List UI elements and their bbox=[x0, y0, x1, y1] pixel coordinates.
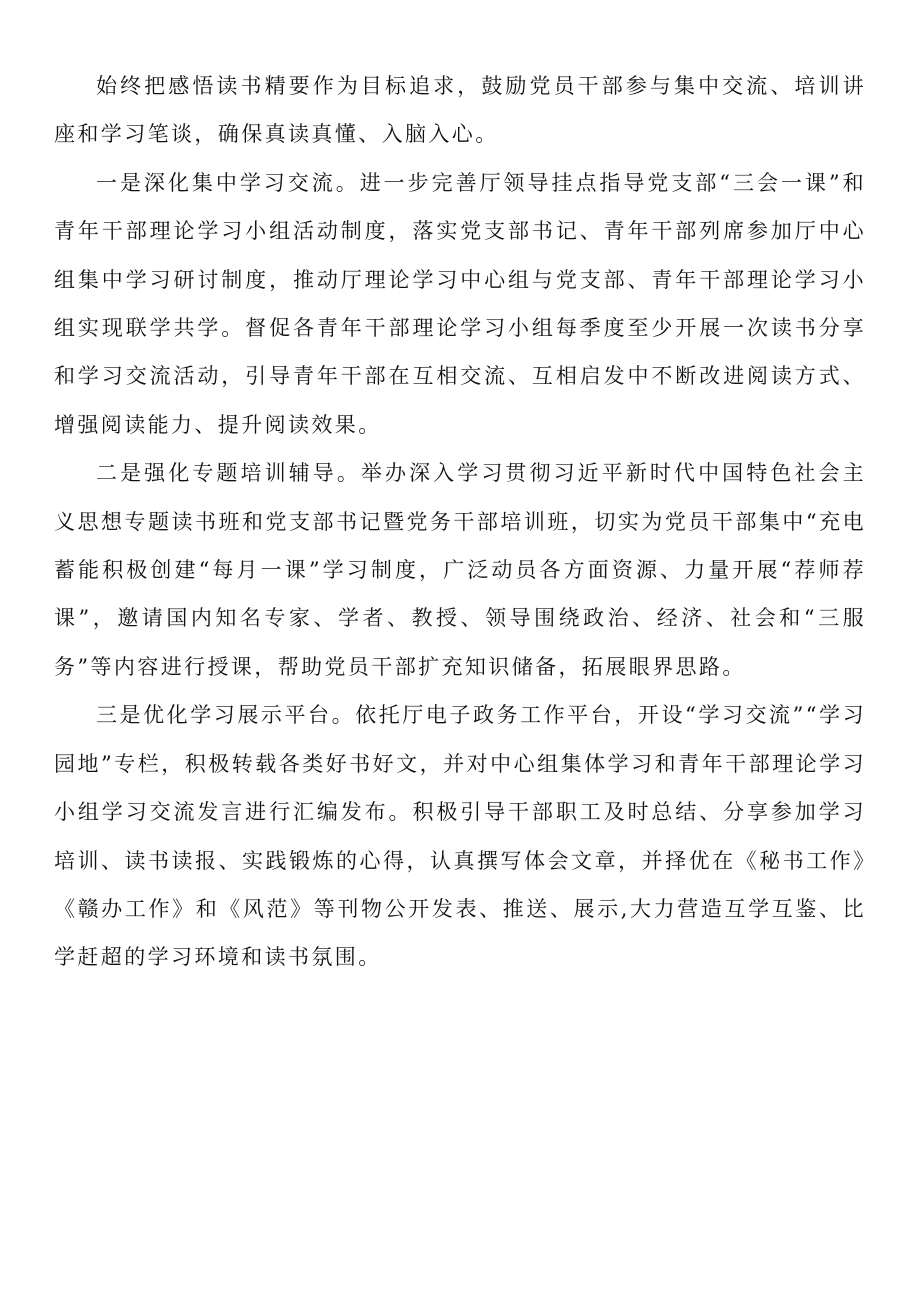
document-body bbox=[54, 62, 866, 982]
paragraph-study-platform: 三是优化学习展示平台。依托厅电子政务工作平台，开设“学习交流”“学习园地”专栏，积极转载各类好书好文，并对中心组集体学习和青年干部理论学习小组学习交流发言进行汇编发布。积极引导干部职工及时总结、分享参加学习培训、读书读报、实践锻炼的心得，认真撰写体会文章，并择优在《秘书工作》《赣办工作》和《风范》等刊物公开发表、推送、展示,大力营造互学互鉴、比学赶超的学习环境和读书氛围。 bbox=[54, 703, 866, 970]
paragraph-special-training: 二是强化专题培训辅导。举办深入学习贯彻习近平新时代中国特色社会主义思想专题读书班和党支部书记暨党务干部培训班，切实为党员干部集中“充电蓄能积极创建“每月一课”学习制度，广泛动员各方面资源、力量开展“荐师荐课”，邀请国内知名专家、学者、教授、领导围绕政治、经济、社会和“三服务”等内容进行授课，帮助党员干部扩充知识储备，拓展眼界思路。 bbox=[54, 461, 866, 679]
paragraph-intro: 始终把感悟读书精要作为目标追求，鼓励党员干部参与集中交流、培训讲座和学习笔谈，确保真读真懂、入脑入心。 bbox=[54, 74, 866, 147]
paragraph-collective-study: 一是深化集中学习交流。进一步完善厅领导挂点指导党支部“三会一课”和青年干部理论学习小组活动制度，落实党支部书记、青年干部列席参加厅中心组集中学习研讨制度，推动厅理论学习中心组与党支部、青年干部理论学习小组实现联学共学。督促各青年干部理论学习小组每季度至少开展一次读书分享和学习交流活动，引导青年干部在互相交流、互相启发中不断改进阅读方式、增强阅读能力、提升阅读效果。 bbox=[54, 170, 866, 437]
